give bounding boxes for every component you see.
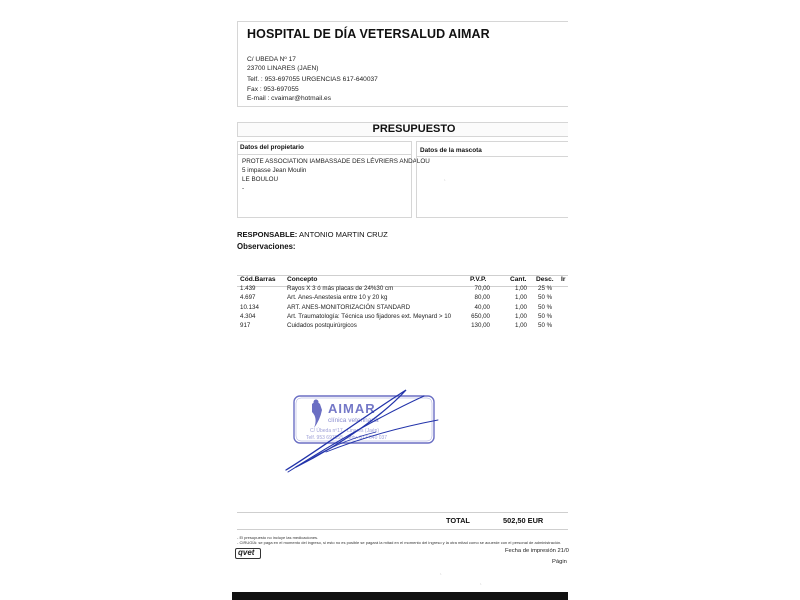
owner-divider (238, 154, 411, 155)
greyhound-icon (312, 400, 322, 429)
row-1-concept: Rayos X 3 ó más placas de 24%30 cm (287, 285, 394, 292)
col-tax-cut: Ir (561, 276, 566, 283)
row-5-pvp: 130,00 (471, 322, 490, 329)
row-3-code: 10.134 (240, 304, 259, 311)
address-city: 23700 LINARES (JAEN) (247, 65, 319, 72)
row-2-qty: 1,00 (514, 294, 527, 301)
row-1-pvp: 70,00 (474, 285, 490, 292)
row-2-concept: Art. Anes-Anestesia entre 10 y 20 kg (287, 294, 388, 301)
row-2-pvp: 80,00 (474, 294, 490, 301)
address-street: C/ UBEDA Nº 17 (247, 56, 296, 63)
row-3-concept: ART. ANES-MONITORIZACIÓN STANDARD (287, 304, 411, 311)
scan-speck: ` (480, 584, 482, 590)
owner-heading: Datos del propietario (240, 144, 304, 151)
stamp-phone: Telf. 953 697055 · Móv. 617 640 037 (306, 435, 388, 441)
address-email: E-mail : cvaimar@hotmail.es (247, 95, 332, 102)
stamp-subtitle: clínica veterinaria (328, 417, 379, 424)
address-phone: Telf. : 953-697055 URGENCIAS 617-640037 (247, 76, 378, 83)
total-label: TOTAL (446, 516, 470, 525)
row-3-pvp: 40,00 (474, 304, 490, 311)
row-4-qty: 1,00 (514, 313, 527, 320)
row-2-discount: 50 % (538, 294, 553, 301)
responsible-line (237, 230, 388, 239)
row-1-qty: 1,00 (514, 285, 527, 292)
col-concept: Concepto (287, 276, 318, 283)
footnote-medication: - El presupuesto no incluye las medicaciones. (237, 535, 319, 540)
row-4-code: 4.304 (240, 313, 256, 320)
row-1-discount: 25 % (538, 285, 553, 292)
footnote-surgery: - CIRUGÍA: se paga en el momento del ingreso, si esto no es posible se pagará la mitad en el momento del ingreso y la otra mitad como se acuerde con el personal de administración. (237, 540, 562, 545)
row-5-qty: 1,00 (514, 322, 527, 329)
scan-speck: ` (440, 574, 442, 580)
stamp-address: C/ Úbeda nº17 · Linares (Jaén) (310, 428, 380, 434)
scan-speck: ` (444, 180, 446, 186)
qvet-logo-text: qvet (238, 548, 255, 557)
row-4-concept: Art. Traumatología: Técnica uso fijadores ext. Meynard > 10 (287, 313, 452, 320)
col-qty: Cant. (510, 276, 527, 283)
row-3-discount: 50 % (538, 304, 553, 311)
col-pvp: P.V.P. (470, 276, 487, 283)
row-5-discount: 50 % (538, 322, 553, 329)
page-number: Págin (552, 559, 567, 565)
row-5-code: 917 (240, 322, 251, 329)
owner-street: 5 impasse Jean Moulin (242, 167, 307, 174)
pet-divider (417, 156, 568, 157)
pet-box (416, 141, 568, 218)
owner-name: PROTE ASSOCIATION IAMBASSADE DES LÉVRIERS ANDALOU (242, 158, 430, 165)
scan-margin (0, 0, 232, 600)
responsible-name: ANTONIO MARTIN CRUZ (299, 230, 388, 239)
owner-extra: - (242, 185, 245, 192)
scan-bottom-edge (232, 592, 568, 600)
total-value: 502,50 EUR (503, 516, 544, 525)
print-date: Fecha de impresión 21/0 (505, 548, 569, 554)
row-4-pvp: 650,00 (471, 313, 490, 320)
row-1-code: 1.439 (240, 285, 256, 292)
document-title: PRESUPUESTO (372, 123, 456, 135)
responsible-label: RESPONSABLE: (237, 230, 298, 239)
row-4-discount: 50 % (538, 313, 553, 320)
hospital-name: HOSPITAL DE DÍA VETERSALUD AIMAR (247, 27, 490, 41)
clinic-stamp (266, 382, 446, 477)
address-fax: Fax : 953-697055 (247, 86, 299, 93)
stamp-name: AIMAR (328, 401, 376, 416)
col-code: Cód.Barras (240, 276, 276, 283)
row-5-concept: Cuidados postquirúrgicos (287, 322, 357, 329)
row-2-code: 4.697 (240, 294, 256, 301)
observations-label: Observaciones: (237, 242, 296, 251)
row-3-qty: 1,00 (514, 304, 527, 311)
owner-city: LE BOULOU (242, 176, 279, 183)
pet-heading: Datos de la mascota (420, 147, 482, 154)
col-discount: Desc. (536, 276, 554, 283)
